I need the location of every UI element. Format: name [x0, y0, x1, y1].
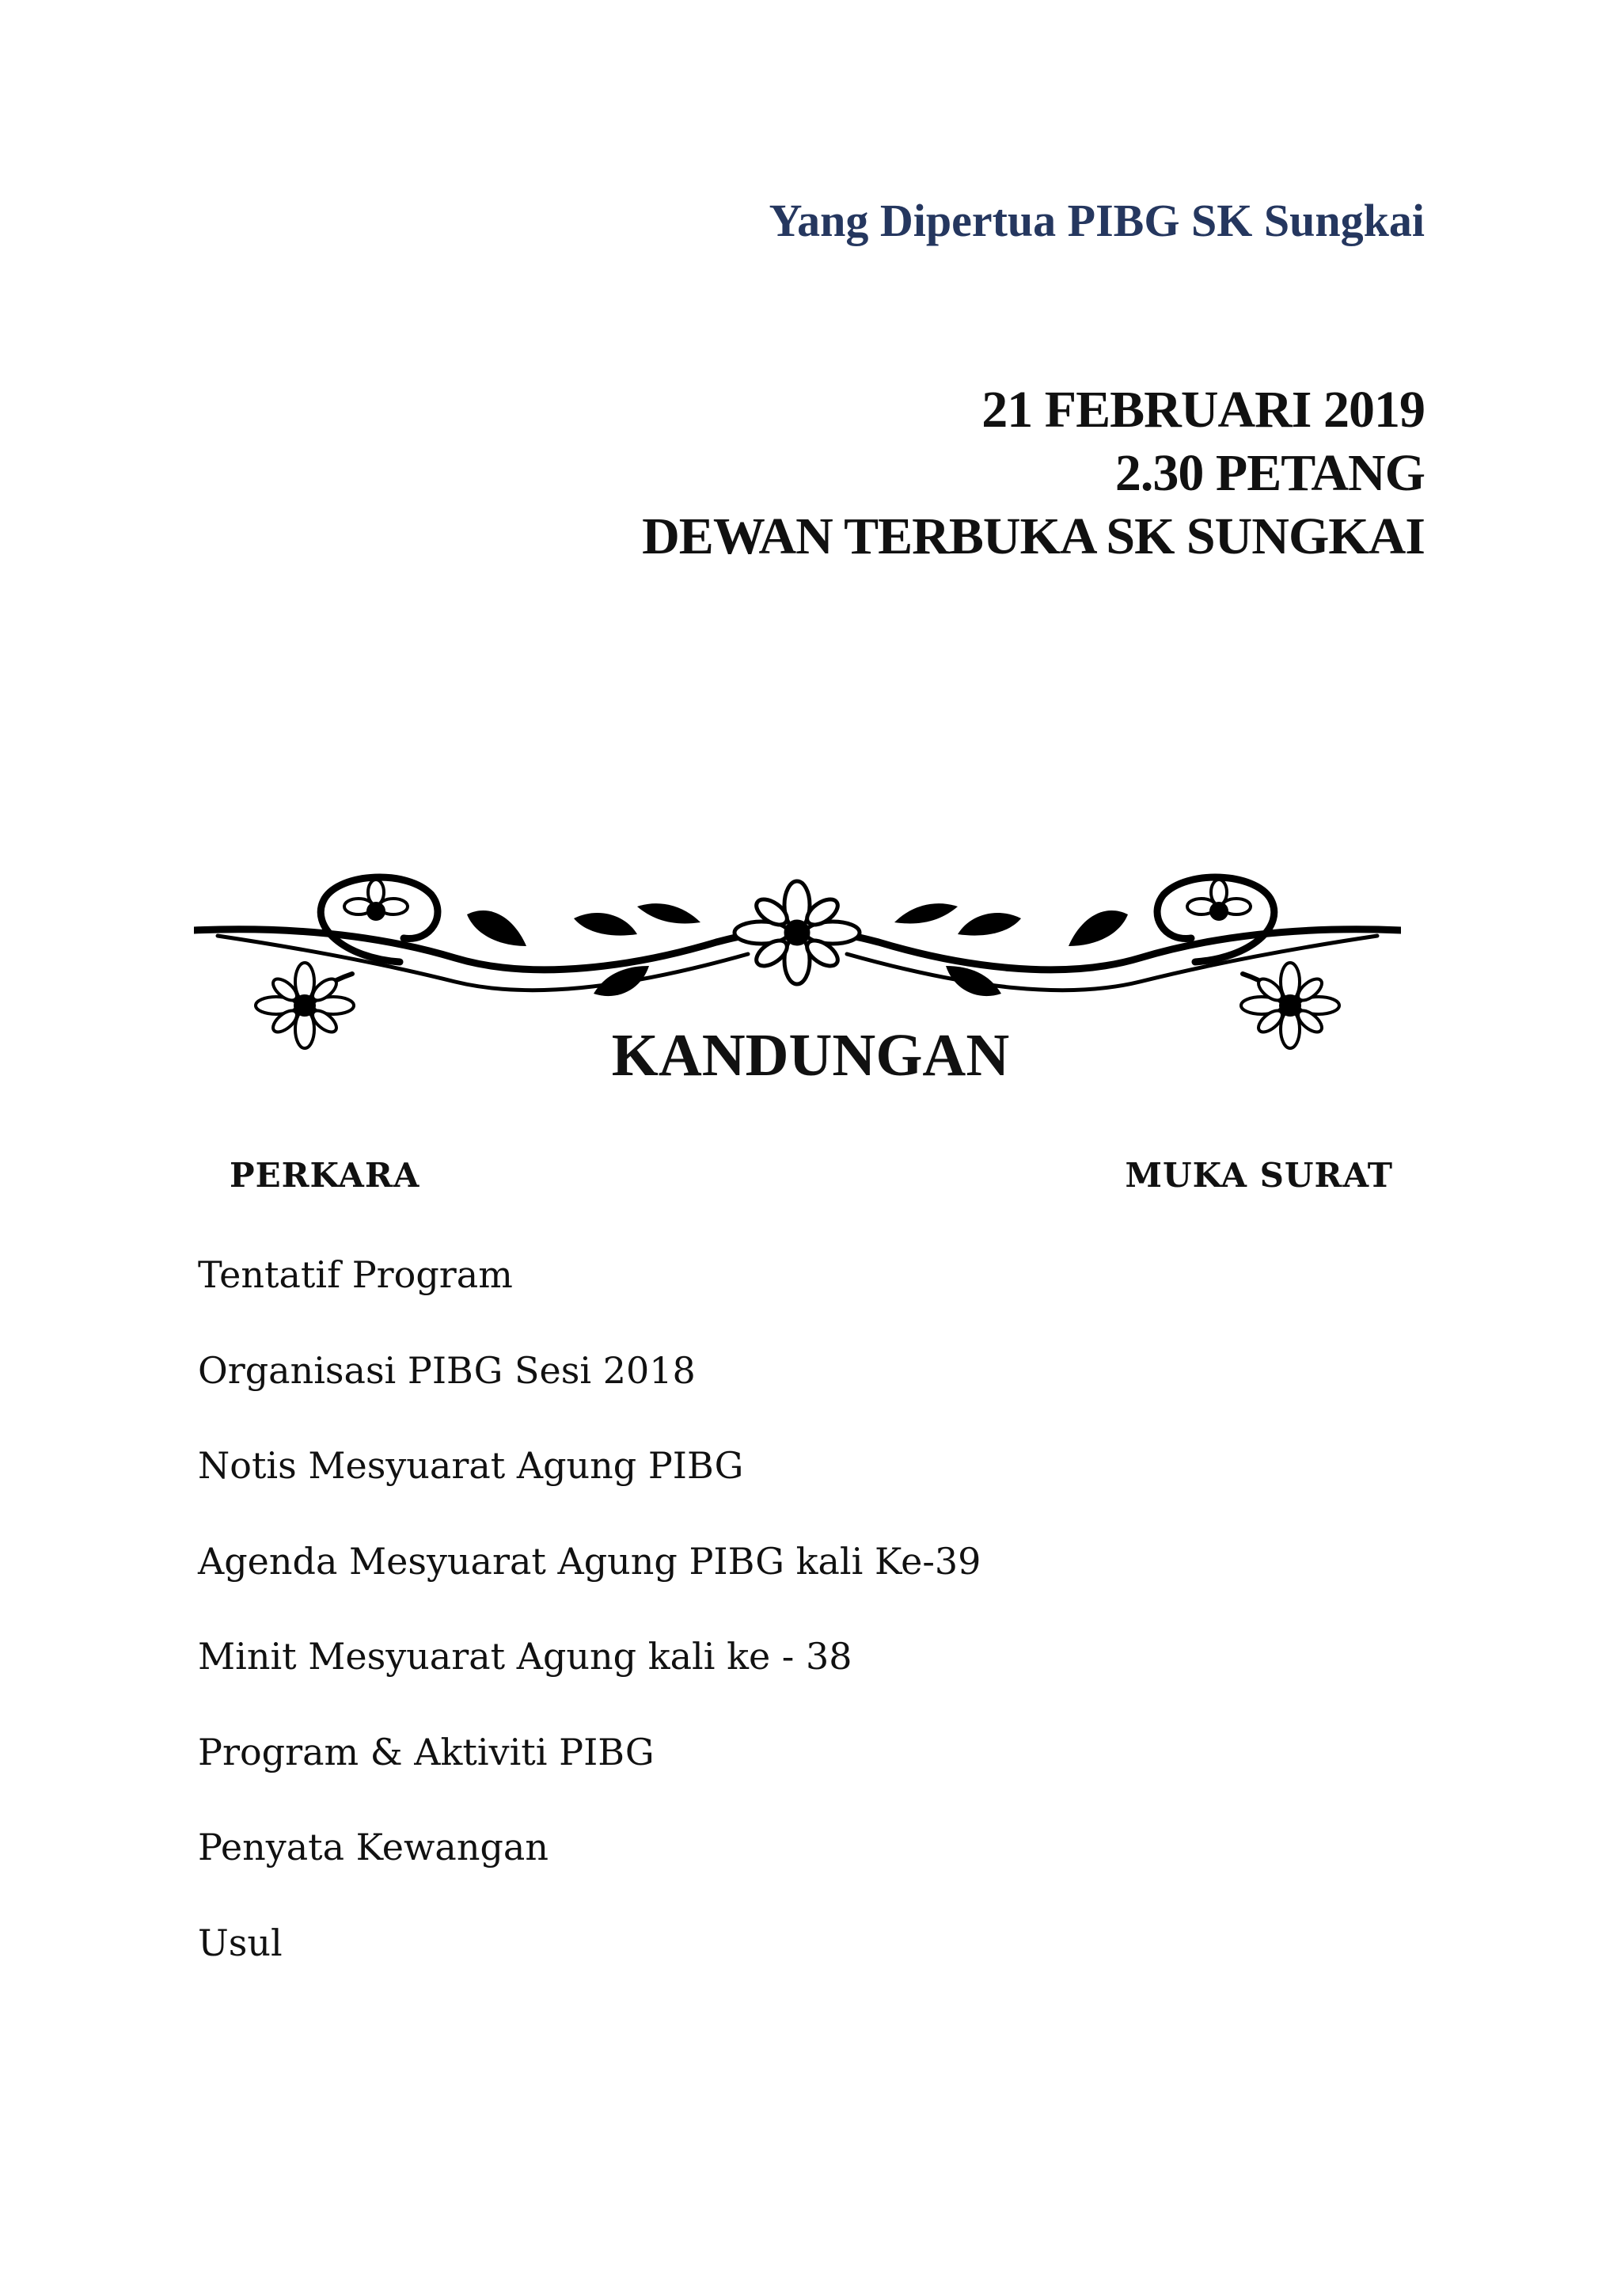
event-time: 2.30 PETANG — [1114, 444, 1425, 502]
list-item: Notis Mesyuarat Agung PIBG — [198, 1444, 744, 1487]
list-item: Agenda Mesyuarat Agung PIBG kali Ke-39 — [198, 1539, 981, 1583]
column-header-page: MUKA SURAT — [1125, 1156, 1393, 1195]
event-details — [642, 378, 1425, 568]
list-item: Usul — [198, 1921, 283, 1964]
column-header-item: PERKARA — [230, 1156, 420, 1195]
event-venue: DEWAN TERBUKA SK SUNGKAI — [642, 507, 1425, 565]
list-item: Penyata Kewangan — [198, 1826, 549, 1868]
list-item: Tentatif Program — [198, 1253, 513, 1296]
list-item: Organisasi PIBG Sesi 2018 — [198, 1348, 696, 1392]
page-title: Yang Dipertua PIBG SK Sungkai — [769, 195, 1425, 246]
contents-heading: KANDUNGAN — [611, 1022, 1010, 1089]
table-of-contents — [198, 1243, 1385, 2006]
list-item: Program & Aktiviti PIBG — [198, 1730, 655, 1773]
list-item: Minit Mesyuarat Agung kali ke - 38 — [198, 1635, 852, 1678]
event-date: 21 FEBRUARI 2019 — [981, 381, 1425, 439]
